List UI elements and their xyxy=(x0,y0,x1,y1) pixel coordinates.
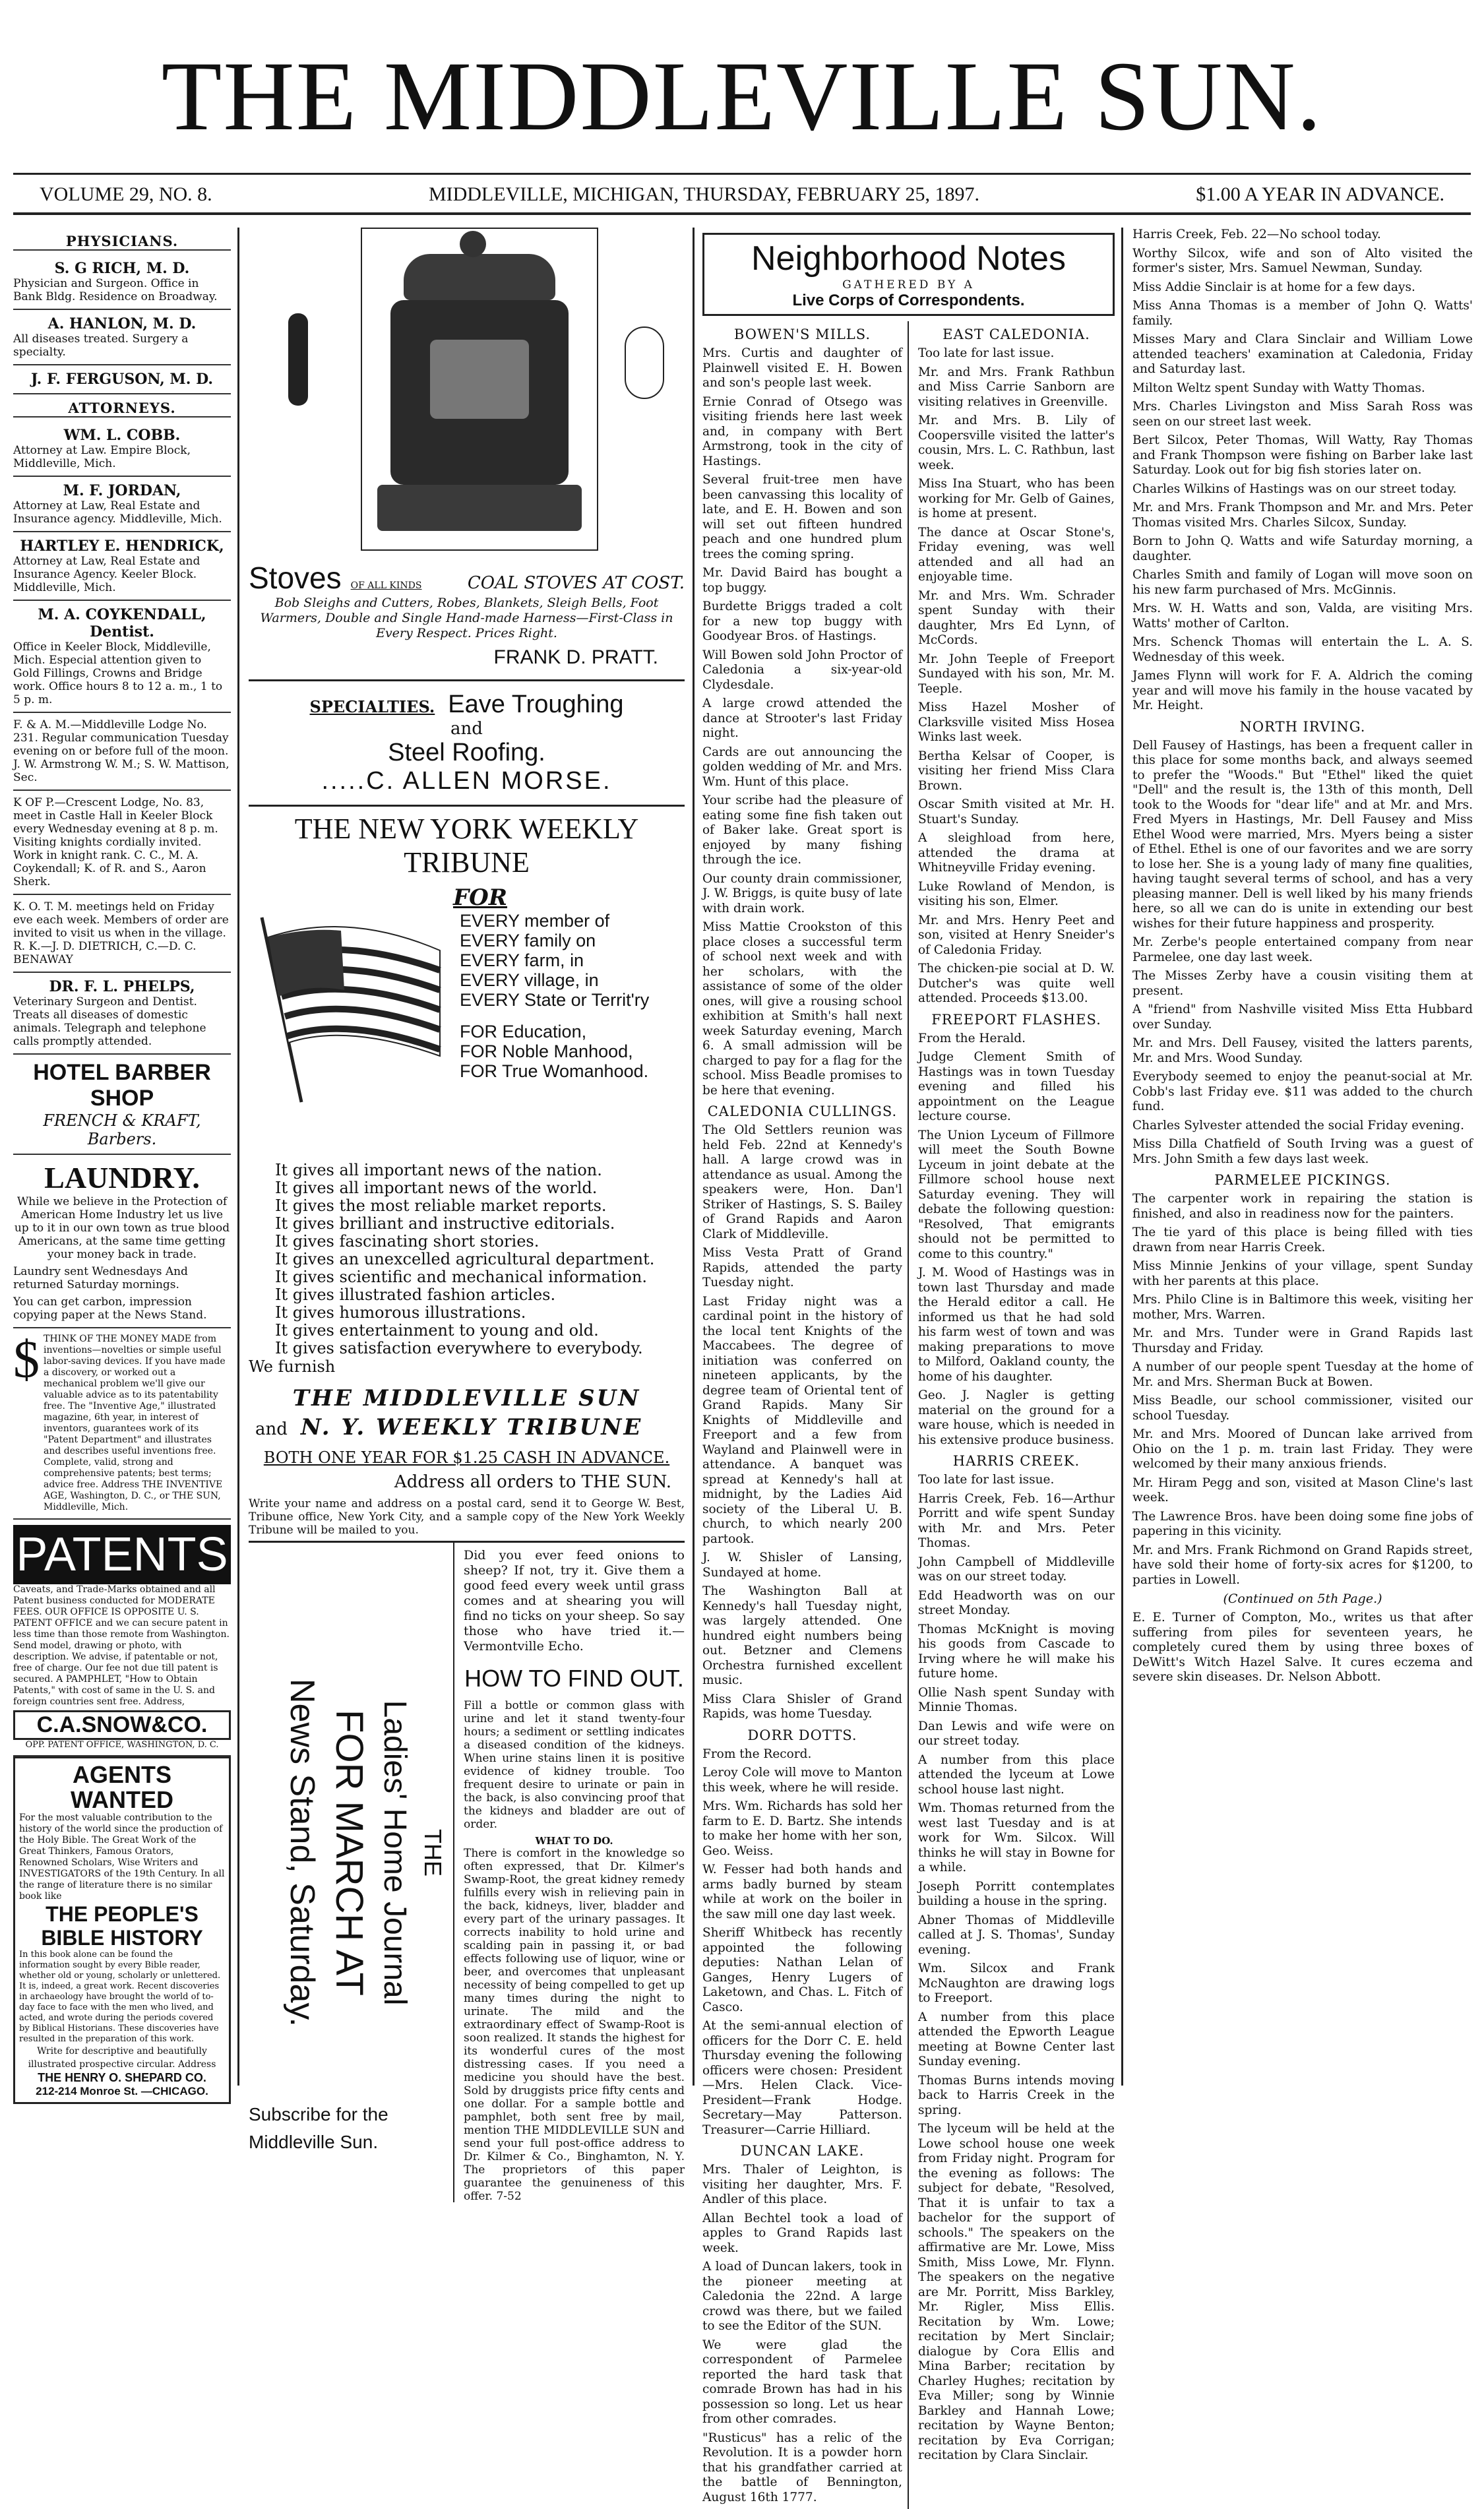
notes-paragraph: Several fruit-tree men have been canvassing this locality of late, and E. H. Bowen and son will set out fifteen hundred peach and one hundred plum trees the coming spring. xyxy=(702,473,902,561)
notes-paragraph: Everybody seemed to enjoy the peanut-social at Mr. Cobb's last Friday eve. $11 was added to the church fund. xyxy=(1132,1070,1473,1113)
notes-paragraph: Mrs. Charles Livingston and Miss Sarah Ross was seen on our street last week. xyxy=(1132,400,1473,429)
notes-sub2: Live Corps of Correspondents. xyxy=(792,292,1025,309)
morse-and: and xyxy=(450,719,483,739)
patents-title: PATENTS xyxy=(13,1525,231,1584)
notes-paragraph: From the Herald. xyxy=(917,1031,1026,1045)
gives-item: It gives an unexcelled agricultural department. xyxy=(275,1250,655,1268)
column-rule-3 xyxy=(1121,228,1123,2086)
notes-paragraph: Miss Minnie Jenkins of your village, spent Sunday with her parents at this place. xyxy=(1132,1259,1473,1288)
notes-paragraph: A sleighload from here, attended the drama at Whitneyville Friday evening. xyxy=(917,831,1115,875)
masthead-rule-top xyxy=(13,173,1471,175)
directory-text: K. O. T. M. meetings held on Friday eve each week. Members of order are invited to visit us when in the village. R. K.—J. D. DIETRICH, C.—D. C. BENAWAY xyxy=(13,900,229,966)
notes-paragraph: Miss Hazel Mosher of Clarksville visited Miss Hosea Winks last week. xyxy=(917,700,1115,744)
agents-ad xyxy=(13,1756,231,2104)
dollar-sign-icon: $ xyxy=(13,1331,40,1389)
eave-troughing: Eave Troughing xyxy=(448,691,624,718)
gives-item: It gives brilliant and instructive editorials. xyxy=(275,1214,615,1233)
laundry-days: Laundry sent Wednesdays And returned Saturday mornings. xyxy=(13,1265,188,1291)
directory-card xyxy=(13,421,231,477)
notes-paragraph: J. M. Wood of Hastings was in town last Thursday and made the Herald editor a call. He informed us that he had sold his farm west of town and was making preparations to move to Milford, Oakland county, the home of his daughter. xyxy=(917,1266,1115,1384)
for-item: FOR True Womanhood. xyxy=(460,1061,649,1081)
notes-section-heading: BOWEN'S MILLS. xyxy=(733,326,871,342)
notes-paragraph: Mr. Zerbe's people entertained company from near Parmelee, one day last week. xyxy=(1132,935,1473,964)
notes-paragraph: Ollie Nash spent Sunday with Minnie Thomas. xyxy=(917,1685,1115,1714)
notes-section-heading: PARMELEE PICKINGS. xyxy=(1214,1172,1391,1188)
notes-paragraph: Leroy Cole will move to Manton this week, where he will reside. xyxy=(702,1766,902,1795)
combo-and: and xyxy=(255,1419,288,1439)
notes-section-heading: NORTH IRVING. xyxy=(1239,718,1366,735)
advertising-column xyxy=(241,228,693,2203)
laundry-text: While we believe in the Protection of American Home Industry let us live up to it in our own town as true blood Americans, at the same time getting your money back in trade. xyxy=(14,1195,230,1261)
notes-paragraph: Ernie Conrad of Otsego was visiting friends here last week and, in company with Bert Armstrong, took in the city of Hastings. xyxy=(702,394,902,468)
directory-card xyxy=(13,601,231,713)
american-flag-icon xyxy=(249,911,447,1109)
notes-paragraph: Cards are out announcing the golden wedding of Mr. and Mrs. Wm. Hunt of this place. xyxy=(702,745,902,789)
notes-paragraph: J. W. Shisler of Lansing, Sundayed at home. xyxy=(702,1551,902,1580)
notes-paragraph: Wm. Thomas returned from the west last Tuesday and is at work for Wm. Silcox. Will thinks he will stay in Bowne for a while. xyxy=(917,1801,1115,1874)
notes-paragraph: Mrs. Thaler of Leighton, is visiting her daughter, Mrs. F. Andler of this place. xyxy=(702,2163,902,2206)
barber-proprietors: FRENCH & KRAFT, Barbers. xyxy=(43,1111,201,1148)
combo-sun: THE MIDDLEVILLE SUN xyxy=(292,1385,641,1411)
notes-paragraph: Will Bowen sold John Proctor of Caledonia a six-year-old Clydesdale. xyxy=(702,648,902,692)
notes-paragraph: Luke Rowland of Mendon, is visiting his son, Elmer. xyxy=(917,879,1115,908)
notes-paragraph: Wm. Silcox and Frank McNaughton are drawing logs to Freeport. xyxy=(917,1962,1115,2005)
cartoon-figure-icon xyxy=(625,326,664,399)
notes-paragraph: Milton Weltz spent Sunday with Watty Thomas. xyxy=(1132,381,1425,395)
directory-column xyxy=(7,228,237,2097)
notes-paragraph: Charles Sylvester attended the social Friday evening. xyxy=(1132,1118,1465,1132)
every-item: EVERY member of xyxy=(460,911,610,931)
notes-paragraph: Last Friday night was a cardinal point in the history of the local tent Knights of the Maccabees. The degree of initiation was conferred on nineteen applicants, by the degree team of Oriental tent of Grand Rapids. Many Sir Knights of Middleville and Freeport and a few from Wayland and Plainwell were in attendance. A banquet was spread at Kennedy's hall at midnight, by the Ladies Aid society of the Liberal U. B. church, to which nearly 200 partook. xyxy=(702,1294,902,1546)
directory-heading: ATTORNEYS. xyxy=(13,400,231,418)
notes-paragraph: Mr. and Mrs. Frank Richmond on Grand Rapids street, have sold their home of forty-six acres for $1200, to parties in Lowell. xyxy=(1132,1543,1473,1587)
for-item: FOR Education, xyxy=(460,1022,587,1041)
notes-paragraph: Mr. Hiram Pegg and son, visited at Mason Cline's last week. xyxy=(1132,1475,1473,1504)
notes-paragraph: James Flynn will work for F. A. Aldrich the coming year and will move his family in the house vacated by Mr. Height. xyxy=(1132,669,1473,712)
notes-paragraph: At the semi-annual election of officers for the Dorr C. E. held Thursday evening the following officers were chosen: President—Mrs. Helen Clack. Vice-President—Frank Hodge. Secretary—May Patterson. Treasurer—Carrie Hilliard. xyxy=(702,2019,902,2137)
gives-item: It gives fascinating short stories. xyxy=(275,1232,540,1251)
notes-paragraph: Joseph Porritt contemplates building a house in the spring. xyxy=(917,1879,1115,1908)
volume-number: VOLUME 29, NO. 8. xyxy=(40,183,212,205)
notes-paragraph: Thomas McKnight is moving his goods from Cascade to Irving where he will make his future home. xyxy=(917,1622,1115,1681)
stoves-of-all: OF ALL KINDS xyxy=(350,580,422,591)
notes-paragraph: The Union Lyceum of Fillmore will meet the South Bowne Lyceum in joint debate at the Fillmore school house next Saturday evening. They will debate the following question: "Resolved, That emigrants should not be permitted to come to this country." xyxy=(917,1128,1115,1261)
stoves-headline xyxy=(249,560,685,596)
masthead-title: THE MIDDLEVILLE SUN. xyxy=(161,42,1323,151)
directory-card xyxy=(13,973,231,1055)
gives-item: It gives the most reliable market reports. xyxy=(275,1196,607,1215)
notes-paragraph: Geo. J. Nagler is getting material on the ground for a ware house, which is needed in his extensive produce business. xyxy=(917,1388,1115,1447)
notes-paragraph: We were glad the correspondent of Parmelee reported the hard task that comrade Brown has had in his possession so long. Let us hear from other comrades. xyxy=(702,2338,902,2426)
notes-paragraph: W. Fesser had both hands and arms badly burned by steam while at work on the boiler in the saw mill one day last week. xyxy=(702,1863,902,1921)
notes-paragraph: Burdette Briggs traded a colt for a new top buggy with Goodyear Bros. of Hastings. xyxy=(702,600,902,643)
gives-item: It gives humorous illustrations. xyxy=(275,1303,526,1322)
notes-paragraph: Mrs. Wm. Richards has sold her farm to E. D. Bartz. She intends to make her home with her son, Geo. Weiss. xyxy=(702,1799,902,1858)
bible-history-title: THE PEOPLE'S BIBLE HISTORY xyxy=(41,1902,203,1950)
man-figure-icon xyxy=(288,313,308,406)
place-date: MIDDLEVILLE, MICHIGAN, THURSDAY, FEBRUARY 25, 1897. xyxy=(428,183,979,205)
notes-paragraph: Edd Headworth was on our street Monday. xyxy=(917,1588,1115,1617)
notes-paragraph: The Washington Ball at Kennedy's hall Tuesday night, was largely attended. One hundred eight numbers being out. Betzner and Clemens Orchestra furnished excellent music. xyxy=(702,1584,902,1687)
notes-banner xyxy=(702,233,1115,316)
directory-card xyxy=(13,365,231,394)
notes-paragraph: Miss Ina Stuart, who has been working for Mr. Gelb of Gaines, is home at present. xyxy=(917,477,1115,520)
notes-paragraph: Judge Clement Smith of Hastings was in town Tuesday evening and filled his appointment on the League lecture course. xyxy=(917,1050,1115,1123)
agents-write: Write for descriptive and beautifully illustrated prospective circular. Address xyxy=(28,2046,216,2070)
patents-text: Caveats, and Trade-Marks obtained and all Patent business conducted for MODERATE FEES. OUR OFFICE IS OPPOSITE U. S. PATENT OFFICE and we can secure patent in less time than those remote from Washington. Send model, drawing or photo, with description. We advise, if patentable or not, free of charge. Our fee not due till patent is secured. A PAMPHLET, "How to Obtain Patents," with cost of same in the U. S. and foreign countries sent free. Address, xyxy=(13,1584,230,1707)
directory-text: Attorney at Law. Empire Block, Middleville, Mich. xyxy=(13,444,191,470)
notes-paragraph: Mr. and Mrs. Moored of Duncan lake arrived from Ohio on the 1 p. m. train last Friday. They were welcomed by their many anxious friends. xyxy=(1132,1427,1473,1471)
directory-card xyxy=(13,532,231,601)
directory-name: S. G RICH, M. D. xyxy=(54,260,190,277)
directory-card xyxy=(13,310,231,365)
directory-text: Attorney at Law, Real Estate and Insurance agency. Middleville, Mich. xyxy=(13,499,222,526)
find-out-text: Fill a bottle or common glass with urine and let it stand twenty-four hours; a sediment or settling indicates a diseased condition of the kidneys. When urine stains linen it is positive evidence of kidney trouble. Too frequent desire to urinate or pain in the back, is also convincing proof that the kidneys and bladder are out of order. xyxy=(464,1699,685,1831)
dateline xyxy=(40,178,1444,211)
specialties-label: SPECIALTIES. xyxy=(309,697,435,716)
tribune-address: Address all orders to THE SUN. xyxy=(394,1472,671,1492)
notes-paragraph: Mr. and Mrs. B. Lily of Coopersville visited the latter's cousin, Mrs. L. C. Rathbun, last week. xyxy=(917,414,1115,472)
laundry-ad xyxy=(13,1155,231,1328)
for-item: FOR Noble Manhood, xyxy=(460,1041,633,1061)
directory-text: Office in Keeler Block, Middleville, Mich. Especial attention given to Gold Fillings, Crowns and Bridge work. Office hours 8 to 12 a. m., 1 to 5 p. m. xyxy=(13,640,223,706)
notes-paragraph: Miss Addie Sinclair is at home for a few days. xyxy=(1132,280,1415,294)
notes-paragraph: Dan Lewis and wife were on our street today. xyxy=(917,1719,1115,1748)
notes-paragraph: The Lawrence Bros. have been doing some fine jobs of papering in this vicinity. xyxy=(1132,1509,1473,1538)
continued-note: (Continued on 5th Page.) xyxy=(1223,1592,1382,1606)
snow-company: C.A.SNOW&CO. xyxy=(13,1710,231,1740)
notes-paragraph: Dell Fausey of Hastings, has been a frequent caller in this place for some months back, and always seemed to prefer the "Woods." But "Ethel" liked the quiet "Dell" and the result is, the 13th of this month, Dell took to the Woods for "dear life" and at Mr. and Mrs. Fred Myers in Hastings, Mr. Dell Fausey and Miss Ethel Wood were married, Mrs. Myers being a sister of Ethel. Ethel is one of our favorites and we are sorry to lose her. She is a young lady of many fine qualities, having taught several terms of school, and has a very pleasing manner. Dell is well liked by his many friends here, so all we can do is unite in extending our best wishes for their future happiness and prosperity. xyxy=(1132,738,1473,931)
directory-text: All diseases treated. Surgery a specialty. xyxy=(13,332,189,359)
steel-roofing: Steel Roofing. xyxy=(388,739,545,766)
subscription-price: $1.00 A YEAR IN ADVANCE. xyxy=(1196,183,1444,205)
notes-paragraph: Mr. John Teeple of Freeport Sundayed with his son, Mr. M. Teeple. xyxy=(917,652,1115,696)
notes-paragraph: Mrs. W. H. Watts and son, Valda, are visiting Mrs. Watts' mother of Carlton. xyxy=(1132,602,1473,631)
notes-paragraph: Sheriff Whitbeck has recently appointed the following deputies: Nathan Lelan of Ganges, Henry Lugers of Laketown, and Chas. L. Fitch of Casco. xyxy=(702,1926,902,2014)
ladies-line: FOR MARCH AT xyxy=(328,1710,371,1996)
notes-paragraph: Bertha Kelsar of Cooper, is visiting her friend Miss Clara Brown. xyxy=(917,749,1115,793)
onions-item: Did you ever feed onions to sheep? If not, try it. Give them a good feed every week until grass comes and at shearing you will find no ticks on your sheep. So say those who have tried it.—Vermontville Echo. xyxy=(464,1548,685,1654)
directory-text: F. & A. M.—Middleville Lodge No. 231. Regular communication Tuesday evening on or before full of the moon. J. W. Armstrong W. M.; S. W. Mattison, Sec. xyxy=(13,718,230,784)
notes-paragraph: Charles Wilkins of Hastings was on our street today. xyxy=(1132,481,1457,496)
stoves-title: Stoves xyxy=(249,561,342,595)
notes-paragraph: Miss Dilla Chatfield of South Irving was a guest of Mrs. John Smith a few days last week. xyxy=(1132,1137,1473,1166)
notes-sub1: GATHERED BY A xyxy=(842,278,975,292)
column-rule-1 xyxy=(237,228,239,2086)
notes-paragraph: The chicken-pie social at D. W. Dutcher's was quite well attended. Proceeds $13.00. xyxy=(917,962,1115,1005)
notes-paragraph: The Misses Zerby have a cousin visiting them at present. xyxy=(1132,969,1473,998)
notes-paragraph: A "friend" from Nashville visited Miss Etta Hubbard over Sunday. xyxy=(1132,1003,1473,1032)
notes-paragraph: Harris Creek, Feb. 16—Arthur Porritt and wife spent Sunday with Mr. and Mrs. Peter Thomas. xyxy=(917,1491,1115,1550)
every-list xyxy=(460,911,649,1010)
directory-heading: PHYSICIANS. xyxy=(13,233,231,251)
shepard-company: THE HENRY O. SHEPARD CO. xyxy=(38,2071,206,2084)
patents-ad xyxy=(13,1520,231,1756)
notes-paragraph: Too late for last issue. xyxy=(917,1473,1055,1487)
notes-paragraph: A number from this place attended the Epworth League meeting at Bowne Center last Sunday evening. xyxy=(917,2010,1115,2068)
directory-text: Physician and Surgeon. Office in Bank Bldg. Residence on Broadway. xyxy=(13,277,218,303)
directory-text: Attorney at Law, Real Estate and Insurance Agency. Keeler Block. Middleville, Mich. xyxy=(13,555,201,594)
coal-stoves: COAL STOVES AT COST. xyxy=(467,573,685,593)
directory-name: HARTLEY E. HENDRICK, xyxy=(20,538,224,555)
morse-dealer: .....C. ALLEN MORSE. xyxy=(321,767,612,795)
bible-history-body: In this book alone can be found the information sought by every Bible reader, whether old or young, scholarly or unlettered. It is, indeed, a great work. Recent discoveries in archaeology have brought the world of to-day face to face with the men who lived, and acted, and wrote during the periods covered by Biblical Historians. These discoveries have resulted in the preparation of this work. xyxy=(19,1950,221,2044)
directory-card xyxy=(13,713,231,791)
notes-column-a xyxy=(702,321,909,2509)
gives-item: It gives satisfaction everywhere to everybody. xyxy=(275,1339,643,1357)
notes-paragraph: Oscar Smith visited at Mr. H. Stuart's Sunday. xyxy=(917,797,1115,826)
notes-paragraph: The dance at Oscar Stone's, Friday evening, was well attended and all had an enjoyable time. xyxy=(917,525,1115,584)
morse-ad xyxy=(249,681,685,805)
notes-paragraph: Born to John Q. Watts and wife Saturday morning, a daughter. xyxy=(1132,534,1473,563)
tribune-ad xyxy=(249,812,685,1537)
notes-paragraph: A number of our people spent Tuesday at the home of Mr. and Mrs. Sherman Buck at Bowen. xyxy=(1132,1360,1473,1389)
notes-paragraph: Mr. and Mrs. Henry Peet and son, visited at Henry Sneider's of Caledonia Friday. xyxy=(917,913,1115,957)
notes-paragraph: Miss Vesta Pratt of Grand Rapids, attended the party Tuesday night. xyxy=(702,1246,902,1289)
notes-section-heading: DUNCAN LAKE. xyxy=(740,2143,865,2159)
tribune-gives-list xyxy=(249,1162,685,1357)
notes-paragraph: Too late for last issue. xyxy=(917,346,1055,360)
notes-paragraph: A load of Duncan lakers, took in the pioneer meeting at Caledonia the 22nd. A large crowd was there, but we failed to see the Editor of the SUN. xyxy=(702,2260,902,2333)
notes-paragraph: Mr. and Mrs. Dell Fausey, visited the latters parents, Mr. and Mrs. Wood Sunday. xyxy=(1132,1036,1473,1065)
directory-name: M. F. JORDAN, xyxy=(63,482,181,499)
what-to-do: WHAT TO DO. xyxy=(535,1835,613,1847)
notes-paragraph: Mr. David Baird has bought a top buggy. xyxy=(702,566,902,595)
combo-tribune: N. Y. WEEKLY TRIBUNE xyxy=(300,1414,643,1440)
notes-section-heading: FREEPORT FLASHES. xyxy=(931,1011,1101,1028)
notes-paragraph: Abner Thomas of Middleville called at J. S. Thomas', Sunday evening. xyxy=(917,1913,1115,1957)
notes-paragraph: Thomas Burns intends moving back to Harris Creek in the spring. xyxy=(917,2073,1115,2117)
gives-item: It gives scientific and mechanical information. xyxy=(275,1268,647,1286)
column-rule-2 xyxy=(693,228,695,2086)
masthead-rule-bottom xyxy=(13,212,1471,215)
notes-paragraph: John Campbell of Middleville was on our street today. xyxy=(917,1555,1115,1584)
notes-section-heading: CALEDONIA CULLINGS. xyxy=(707,1103,898,1119)
notes-paragraph: Mr. and Mrs. Tunder were in Grand Rapids last Thursday and Friday. xyxy=(1132,1326,1473,1355)
directory-card xyxy=(13,895,231,973)
directory-name: WM. L. COBB. xyxy=(63,427,181,444)
notes-paragraph: Charles Smith and family of Logan will move soon on his new farm purchased of Mrs. McGinnis. xyxy=(1132,568,1473,597)
gives-item: It gives entertainment to young and old. xyxy=(275,1321,599,1340)
notes-paragraph: Your scribe had the pleasure of eating some fine fish taken out of Baker lake. Great sport is enjoyed by many fishing through the ice. xyxy=(702,793,902,867)
agents-title: AGENTS WANTED xyxy=(71,1761,173,1813)
stoves-text: Bob Sleighs and Cutters, Robes, Blankets, Sleigh Bells, Foot Warmers, Double and Single Hand-made Harness—First-Class in Every Respect. Prices Right. xyxy=(260,596,673,640)
notes-column-b xyxy=(918,321,1115,2509)
notes-column-c xyxy=(1125,228,1481,2086)
notes-paragraph: Bert Silcox, Peter Thomas, Will Watty, Ray Thomas and Frank Thompson were fishing on Barber lake last Saturday. Look out for big fish stories later on. xyxy=(1132,433,1473,477)
notes-paragraph: Mr. and Mrs. Wm. Schrader spent Sunday with their daughter, Mrs Ed Lynn, of McCords. xyxy=(917,588,1115,647)
notes-paragraph: "Rusticus" has a relic of the Revolution. It is a powder horn that his grandfather carried at the battle of Bennington, August 16th 1777. xyxy=(702,2431,902,2504)
every-item: EVERY family on xyxy=(460,931,596,950)
every-item: EVERY village, in xyxy=(460,970,599,990)
gives-item: It gives all important news of the nation. xyxy=(275,1161,602,1179)
stove-base-icon xyxy=(377,485,582,531)
notes-paragraph: Miss Mattie Crookston of this place closes a successful term of school next week and with her scholars, with the assistance of some of the older ones, will give a rousing school exhibition at Smith's hall next week Saturday evening, March 6. A small admission will be charged to pay for a flag for the school. Miss Beadle promises to be here that evening. xyxy=(702,920,902,1098)
for-list xyxy=(460,1022,649,1081)
notes-paragraph: The lyceum will be held at the Lowe school house one week from Friday night. Program for the evening as follows: The subject for debate, "Resolved, That it is unfair to tax a bachelor for the support of schools." The speakers on the affirmative are Mr. Lowe, Miss Smith, Miss Lowe, Mr. Flynn. The speakers on the negative are Mr. Porritt, Miss Barkley, Mr. Rigler, Miss Ellis. Recitation by Wm. Lowe; recitation by Mert Sinclair; dialogue by Cora Ellis and Mina Barber; recitation by Charley Hughes; recitation by Eva Miller; song by Winnie Barkley and Hannah Lowe; recitation by Wayne Benton; recitation by Eva Corrigan; recitation by Clara Sinclair. xyxy=(917,2122,1115,2462)
notes-section-heading: HARRIS CREEK. xyxy=(952,1453,1080,1469)
notes-paragraph: The carpenter work in repairing the station is finished, and also in readiness now for the painters. xyxy=(1132,1192,1473,1221)
combo-offer: BOTH ONE YEAR FOR $1.25 CASH IN ADVANCE. xyxy=(263,1448,670,1467)
directory-text: K OF P.—Crescent Lodge, No. 83, meet in Castle Hall in Keeler Block every Wednesday evening at 8 p. m. Visiting knights cordially invited. Work in knight rank. C. C., M. A. Coykendall; K. of R. and S., Aaron Sherk. xyxy=(13,796,218,888)
professional-directory xyxy=(13,233,231,1055)
notes-paragraph: From the Record. xyxy=(702,1747,812,1761)
directory-name: A. HANLON, M. D. xyxy=(47,315,197,332)
notes-title: Neighborhood Notes xyxy=(751,239,1066,278)
gives-item: It gives all important news of the world. xyxy=(275,1179,598,1197)
notes-paragraph: E. E. Turner of Compton, Mo., writes us that after suffering from piles for seventeen years, he completely cured them by using three boxes of DeWitt's Witch Hazel Salve. It cures eczema and severe skin diseases. Dr. Nelson Abbott. xyxy=(1132,1611,1473,1684)
notes-paragraph: Misses Mary and Clara Sinclair and William Lowe attended teachers' examination at Caledonia, Friday and Saturday last. xyxy=(1132,332,1473,376)
notes-paragraph: Mr. and Mrs. Frank Rathbun and Miss Carrie Sanborn are visiting relatives in Greenville. xyxy=(917,365,1115,409)
notes-paragraph: A large crowd attended the dance at Strooter's last Friday night. xyxy=(702,697,902,740)
stove-door-icon xyxy=(430,340,529,419)
inventions-ad xyxy=(13,1328,231,1520)
directory-name: DR. F. L. PHELPS, xyxy=(49,978,195,995)
directory-card xyxy=(13,255,231,310)
barber-name: HOTEL BARBER SHOP xyxy=(33,1060,211,1111)
notes-paragraph: Mrs. Philo Cline is in Baltimore this week, visiting her mother, Mrs. Warren. xyxy=(1132,1293,1473,1322)
every-item: EVERY farm, in xyxy=(460,950,584,970)
notes-paragraph: Mr. and Mrs. Frank Thompson and Mr. and Mrs. Peter Thomas visited Mrs. Charles Silcox, Sunday. xyxy=(1132,501,1473,530)
every-item: EVERY State or Territ'ry xyxy=(460,990,650,1010)
notes-paragraph: The Old Settlers reunion was held Feb. 22nd at Kennedy's hall. A large crowd was in attendance as usual. Among the speakers were, Hon. Dan'l Striker of Hastings, S. S. Bailey of Grand Rapids and Aaron Clark of Middleville. xyxy=(702,1123,902,1241)
we-furnish: We furnish xyxy=(249,1357,336,1376)
agents-text: For the most valuable contribution to the history of the world since the production of the Holy Bible. The Great Work of the Great Thinkers, Famous Orators, Renowned Scholars, Wise Writers and INVESTIGATORS of the 19th Century. In all the range of literature there is no similar book like xyxy=(19,1812,225,1902)
notes-paragraph: The tie yard of this place is being filled with ties drawn from near Harris Creek. xyxy=(1132,1225,1473,1254)
stove-top-icon xyxy=(404,254,555,300)
notes-paragraph: Allan Bechtel took a load of apples to Grand Rapids last week. xyxy=(702,2211,902,2255)
directory-text: Veterinary Surgeon and Dentist. Treats all diseases of domestic animals. Telegraph and telephone calls promptly attended. xyxy=(13,995,206,1048)
subscribe-sun: Subscribe for the Middleville Sun. xyxy=(249,2104,388,2152)
shepard-address: 212-214 Monroe St. —CHICAGO. xyxy=(36,2085,208,2097)
ladies-lines xyxy=(280,1638,450,2067)
notes-columns xyxy=(696,228,1121,2504)
notes-paragraph: Mrs. Schenck Thomas will entertain the L. A. S. Wednesday of this week. xyxy=(1132,635,1473,664)
ladies-journal-ad xyxy=(249,1543,454,2202)
barber-ad xyxy=(13,1055,231,1155)
ladies-line: THE xyxy=(419,1829,447,1876)
tribune-title: THE NEW YORK WEEKLY TRIBUNE xyxy=(294,813,639,879)
notes-paragraph: Harris Creek, Feb. 22—No school today. xyxy=(1132,228,1381,241)
notes-paragraph: A number from this place attended the lyceum at Lowe school house last night. xyxy=(917,1752,1115,1797)
notes-paragraph: Miss Clara Shisler of Grand Rapids, was home Tuesday. xyxy=(702,1692,902,1721)
snow-address: OPP. PATENT OFFICE, WASHINGTON, D. C. xyxy=(25,1740,219,1750)
notes-paragraph: Miss Anna Thomas is a member of John Q. Watts' family. xyxy=(1132,299,1473,328)
stove-illustration xyxy=(249,228,685,557)
directory-name: M. A. COYKENDALL, Dentist. xyxy=(38,606,206,640)
notes-paragraph: Worthy Silcox, wife and son of Alto visited the former's sister, Mrs. Samuel Newman, Sunday. xyxy=(1132,246,1473,275)
notes-section-heading: DORR DOTTS. xyxy=(747,1727,857,1743)
pratt-dealer: FRANK D. PRATT. xyxy=(493,646,658,668)
ladies-line: Ladies' Home Journal xyxy=(377,1700,412,2006)
notes-paragraph: Our county drain commissioner, J. W. Briggs, is quite busy of late with drain work. xyxy=(702,871,902,915)
notes-section-heading: EAST CALEDONIA. xyxy=(943,326,1090,342)
ladies-line: News Stand, Saturday. xyxy=(283,1679,321,2027)
find-out-title: HOW TO FIND OUT. xyxy=(464,1665,684,1692)
tribune-note: Write your name and address on a postal card, send it to George W. Best, Tribune office, New York City, and a sample copy of the New York Weekly Tribune will be mailed to you. xyxy=(249,1497,685,1537)
stove-finial-icon xyxy=(460,231,486,257)
find-out-body: There is comfort in the knowledge so often expressed, that Dr. Kilmer's Swamp-Root, the great kidney remedy fulfills every wish in relieving pain in the back, kidneys, liver, bladder and every part of the urinary passages. It corrects inability to hold urine and scalding pain in passing it, or bad effects following use of liquor, wine or beer, and overcomes that unpleasant necessity of being compelled to get up many times during the night to urinate. The mild and the extraordinary effect of Swamp-Root is soon realized. It stands the highest for its wonderful cures of the most distressing cases. If you need a medicine you should have the best. Sold by druggists price fifty cents and one dollar. For a sample bottle and pamphlet, both sent free by mail, mention THE MIDDLEVILLE SUN and send your full post-office address to Dr. Kilmer & Co., Binghamton, N. Y. The proprietors of this paper guarantee the genuineness of this offer. 7-52 xyxy=(464,1847,685,2203)
gives-item: It gives illustrated fashion articles. xyxy=(275,1285,556,1304)
directory-name: J. F. FERGUSON, M. D. xyxy=(30,371,214,388)
notes-paragraph: Mrs. Curtis and daughter of Plainwell visited E. H. Bowen and son's people last week. xyxy=(702,346,902,390)
directory-card xyxy=(13,791,231,895)
laundry-title: LAUNDRY. xyxy=(44,1161,200,1194)
tribune-for: FOR xyxy=(453,884,508,911)
copying-paper-note: You can get carbon, impression copying paper at the News Stand. xyxy=(13,1295,207,1322)
directory-card xyxy=(13,477,231,532)
notes-paragraph: Miss Beadle, our school commissioner, visited our school Tuesday. xyxy=(1132,1394,1473,1423)
inventions-text: THINK OF THE MONEY MADE from inventions—novelties or simple useful labor-saving devices. If you have made a discovery, or worked out a mechanical problem we'll give our valuable advice as to its patentability free. The "Inventive Age," illustrated magazine, 6th year, in interest of inventors, guarantees work of its "Patent Department" and illustrates and describes useful inventions free. Complete, valid, strong and comprehensive patents; best terms; advice free. Address THE INVENTIVE AGE, Washington, D. C., or THE SUN, Middleville, Mich. xyxy=(44,1334,226,1512)
